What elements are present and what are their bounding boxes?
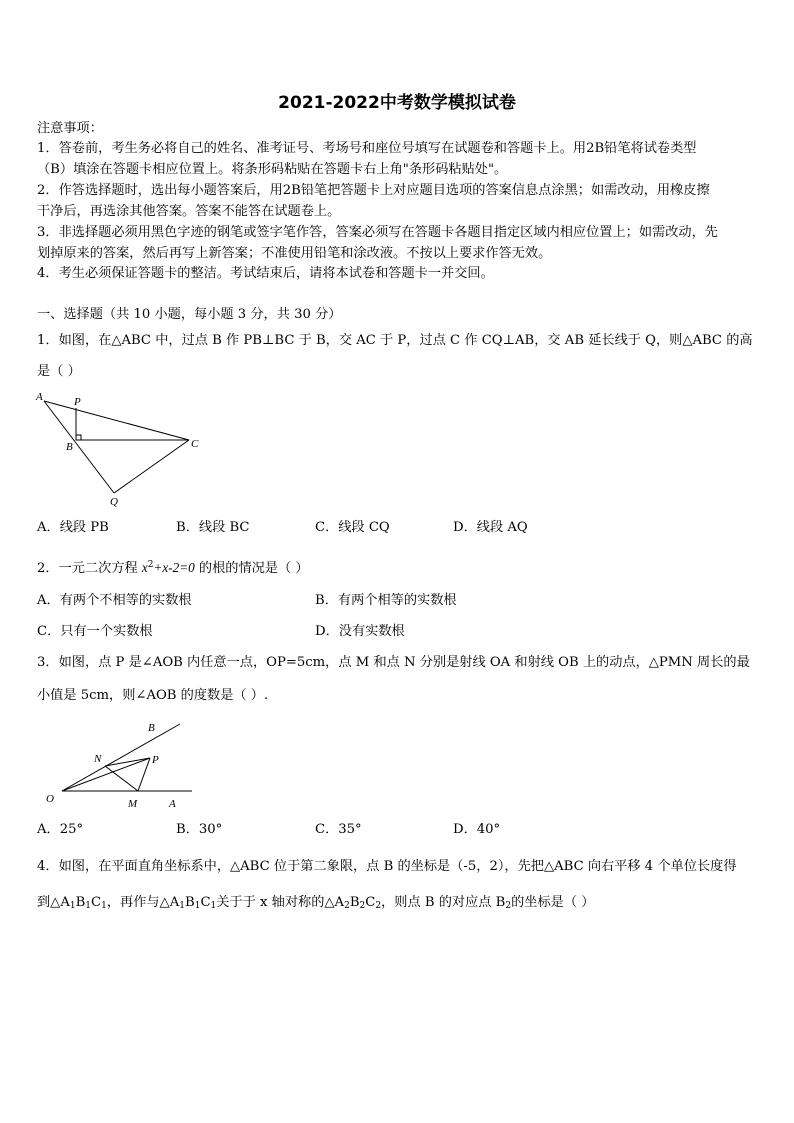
q1-figure [34,390,204,510]
q3-label-b: B [148,722,155,734]
section-heading: 一、选择题（共 10 小题，每小题 3 分，共 30 分） [37,307,342,322]
q3-label-o: O [46,793,54,805]
q2-option-b[interactable]: B．有两个相等的实数根 [315,593,457,608]
q3-segment-nm [105,766,138,791]
q2-equation-exponent: 2 [147,560,154,570]
q3-stem-line-2: 小值是 5cm，则∠AOB 的度数是（ ）. [37,688,269,703]
q3-option-d[interactable]: D．40° [453,822,501,837]
q4-stem-line-2: 到$\triangle A_1B_1C_1$，再作与$\triangle A_1B_1C_1$关于于 x 轴对称的$\triangle A_2B_2C_2$，则点 B 的对应点 $B_2$的坐标是（ ） [37,895,595,911]
q3-segment-op [62,758,150,791]
q3-option-a[interactable]: A．25° [37,822,84,837]
q1-label-a: A [36,391,43,403]
notice-line-7: 4．考生必须保证答题卡的整洁。考试结束后，请将本试卷和答题卡一并交回。 [37,266,494,281]
q2-option-d[interactable]: D．没有实数根 [315,624,405,639]
q3-segment-np [105,758,150,766]
q3-label-n: N [94,753,102,765]
notice-line-3: 2．作答选择题时，选出每小题答案后，用2B铅笔把答题卡上对应题目选项的答案信息点涂黑；如需改动，用橡皮擦 [37,183,710,198]
notice-line-1: 1．答卷前，考生务必将自己的姓名、准考证号、考场号和座位号填写在试题卷和答题卡上。用2B铅笔将试卷类型 [37,141,697,156]
q1-option-a[interactable]: A．线段 PB [37,520,109,535]
q3-segment-pm [138,758,150,791]
q3-option-c[interactable]: C．35° [315,822,362,837]
q3-stem-line-1: 3．如图，点 P 是∠AOB 内任意一点，OP=5cm，点 M 和点 N 分别是射线 OA 和射线 OB 上的动点，△PMN 周长的最 [37,655,750,670]
q3-label-a: A [169,798,176,810]
notice-line-6: 划掉原来的答案，然后再写上新答案；不准使用铅笔和涂改液。不按以上要求作答无效。 [37,246,552,261]
q3-ray-ob [62,724,180,791]
notice-line-2: （B）填涂在答题卡相应位置上。将条形码粘贴在答题卡右上角"条形码粘贴处"。 [37,162,508,177]
q3-figure [40,718,200,813]
q1-segment-ac [44,401,189,440]
q3-label-m: M [128,798,138,810]
q2-stem-prefix: 2．一元二次方程 [37,561,142,576]
notice-heading: 注意事项： [37,121,103,136]
q1-label-q: Q [110,496,118,508]
q2-option-a[interactable]: A．有两个不相等的实数根 [37,593,192,608]
q1-segment-aq [44,401,114,493]
page-title: 2021-2022中考数学模拟试卷 [278,93,516,113]
q2-stem-suffix: 的根的情况是（ ） [194,561,309,576]
q3-label-p: P [152,754,159,766]
q2-option-c[interactable]: C．只有一个实数根 [37,624,153,639]
notice-line-4: 干净后，再选涂其他答案。答案不能答在试题卷上。 [37,204,341,219]
q2-stem [37,555,759,579]
q1-label-c: C [191,438,199,450]
q1-stem-line-1: 1．如图，在△ABC 中，过点 B 作 PB⊥BC 于 B，交 AC 于 P，过点 C 作 CQ⊥AB，交 AB 延长线于 Q，则△ABC 的高 [37,333,753,348]
q2-equation-rest: +x-2=0 [153,560,195,575]
q1-segment-qc [114,440,189,493]
q1-option-b[interactable]: B．线段 BC [176,520,250,535]
q1-label-b: B [66,441,73,453]
notice-line-5: 3．非选择题必须用黑色字迹的钢笔或签字笔作答，答案必须写在答题卡各题目指定区域内相应位置上；如需改动，先 [37,225,718,240]
q1-option-d[interactable]: D．线段 AQ [453,520,528,535]
q4-stem-line-1: 4．如图，在平面直角坐标系中，△ABC 位于第二象限，点 B 的坐标是（-5，2），先把△ABC 向右平移 4 个单位长度得 [37,859,737,874]
q1-right-angle-mark [76,435,81,440]
q1-label-p: P [74,396,81,408]
q3-option-b[interactable]: B．30° [176,822,223,837]
q1-option-c[interactable]: C．线段 CQ [315,520,390,535]
q1-stem-line-2: 是（ ） [37,364,81,379]
q2-equation-x: x [141,560,148,575]
